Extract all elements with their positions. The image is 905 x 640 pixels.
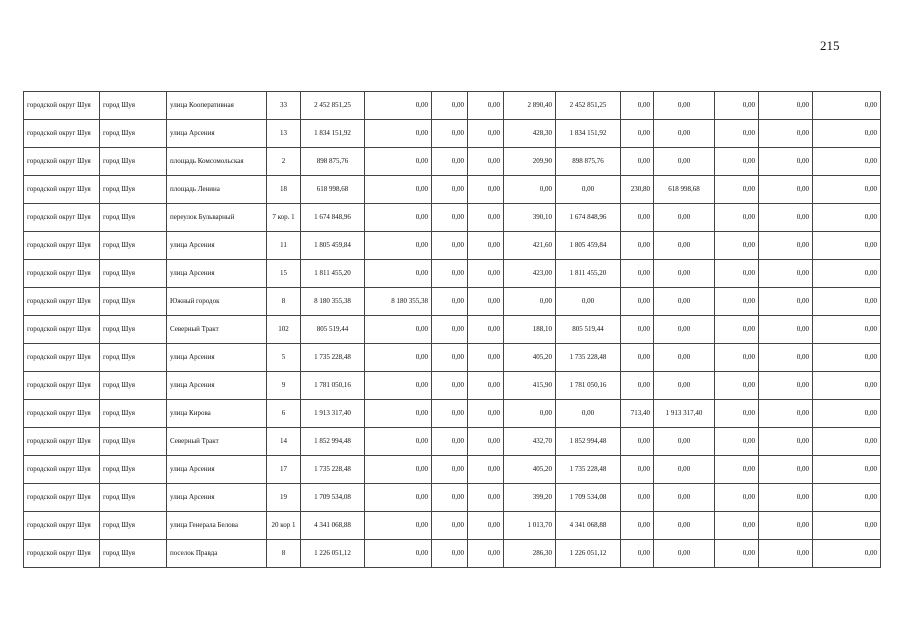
cost-col-8-cell: 0,00 [468,512,504,540]
cost-col-13-cell: 0,00 [715,176,759,204]
street-cell: улица Кооперативная [167,92,267,120]
house-number-cell: 19 [267,484,301,512]
table-row [24,540,881,568]
cost-col-12-cell: 0,00 [654,316,715,344]
cost-col-7-cell: 0,00 [432,120,468,148]
table-row [24,316,881,344]
total-cost-cell: 8 180 355,38 [301,288,365,316]
area-col-9-cell: 0,00 [504,288,556,316]
municipality-cell: городской округ Шуя [24,512,100,540]
cost-col-15-cell: 0,00 [813,400,881,428]
cost-col-6-cell: 0,00 [365,260,432,288]
cost-col-15-cell: 0,00 [813,540,881,568]
total-cost-cell: 1 811 455,20 [301,260,365,288]
settlement-cell: город Шуя [100,484,167,512]
cost-col-6-cell: 0,00 [365,512,432,540]
cost-col-15-cell: 0,00 [813,92,881,120]
cost-col-15-cell: 0,00 [813,120,881,148]
cost-col-14-cell: 0,00 [759,232,813,260]
table-row [24,176,881,204]
table-row [24,204,881,232]
cost-col-10-cell: 1 805 459,84 [556,232,621,260]
area-col-9-cell: 0,00 [504,176,556,204]
cost-col-12-cell: 1 913 317,40 [654,400,715,428]
cost-col-7-cell: 0,00 [432,344,468,372]
cost-col-7-cell: 0,00 [432,400,468,428]
cost-col-12-cell: 0,00 [654,204,715,232]
area-col-11-cell: 0,00 [621,260,654,288]
cost-col-12-cell: 618 998,68 [654,176,715,204]
street-cell: улица Арсения [167,372,267,400]
settlement-cell: город Шуя [100,456,167,484]
cost-col-8-cell: 0,00 [468,260,504,288]
cost-col-13-cell: 0,00 [715,344,759,372]
cost-col-6-cell: 0,00 [365,540,432,568]
street-cell: улица Арсения [167,260,267,288]
table-row [24,484,881,512]
total-cost-cell: 1 226 051,12 [301,540,365,568]
cost-col-13-cell: 0,00 [715,484,759,512]
cost-col-14-cell: 0,00 [759,316,813,344]
area-col-11-cell: 0,00 [621,288,654,316]
settlement-cell: город Шуя [100,148,167,176]
area-col-11-cell: 0,00 [621,92,654,120]
cost-col-13-cell: 0,00 [715,400,759,428]
cost-col-10-cell: 0,00 [556,400,621,428]
cost-col-13-cell: 0,00 [715,288,759,316]
total-cost-cell: 898 875,76 [301,148,365,176]
total-cost-cell: 1 834 151,92 [301,120,365,148]
municipality-cell: городской округ Шуя [24,120,100,148]
cost-col-8-cell: 0,00 [468,232,504,260]
cost-col-7-cell: 0,00 [432,512,468,540]
cost-col-13-cell: 0,00 [715,512,759,540]
house-number-cell: 5 [267,344,301,372]
cost-col-13-cell: 0,00 [715,428,759,456]
capital-repair-table [23,91,881,568]
cost-col-7-cell: 0,00 [432,204,468,232]
area-col-9-cell: 432,70 [504,428,556,456]
settlement-cell: город Шуя [100,260,167,288]
total-cost-cell: 1 709 534,08 [301,484,365,512]
cost-col-7-cell: 0,00 [432,232,468,260]
house-number-cell: 18 [267,176,301,204]
street-cell: улица Арсения [167,484,267,512]
municipality-cell: городской округ Шуя [24,400,100,428]
total-cost-cell: 1 735 228,48 [301,456,365,484]
street-cell: улица Генерала Белова [167,512,267,540]
table-row [24,344,881,372]
cost-col-12-cell: 0,00 [654,232,715,260]
cost-col-12-cell: 0,00 [654,288,715,316]
cost-col-6-cell: 0,00 [365,120,432,148]
street-cell: площадь Комсомольская [167,148,267,176]
total-cost-cell: 1 735 228,48 [301,344,365,372]
cost-col-14-cell: 0,00 [759,288,813,316]
municipality-cell: городской округ Шуя [24,344,100,372]
cost-col-7-cell: 0,00 [432,148,468,176]
cost-col-13-cell: 0,00 [715,456,759,484]
cost-col-12-cell: 0,00 [654,512,715,540]
cost-col-6-cell: 0,00 [365,204,432,232]
cost-col-13-cell: 0,00 [715,92,759,120]
house-number-cell: 33 [267,92,301,120]
cost-col-6-cell: 0,00 [365,456,432,484]
table-row [24,512,881,540]
cost-col-13-cell: 0,00 [715,372,759,400]
settlement-cell: город Шуя [100,316,167,344]
area-col-9-cell: 423,00 [504,260,556,288]
cost-col-14-cell: 0,00 [759,344,813,372]
settlement-cell: город Шуя [100,400,167,428]
area-col-9-cell: 428,30 [504,120,556,148]
cost-col-10-cell: 1 781 050,16 [556,372,621,400]
cost-col-7-cell: 0,00 [432,540,468,568]
cost-col-12-cell: 0,00 [654,456,715,484]
municipality-cell: городской округ Шуя [24,92,100,120]
house-number-cell: 8 [267,540,301,568]
table-row [24,120,881,148]
cost-col-6-cell: 0,00 [365,484,432,512]
cost-col-12-cell: 0,00 [654,260,715,288]
area-col-9-cell: 0,00 [504,400,556,428]
cost-col-14-cell: 0,00 [759,120,813,148]
cost-col-8-cell: 0,00 [468,288,504,316]
cost-col-10-cell: 805 519,44 [556,316,621,344]
cost-col-12-cell: 0,00 [654,120,715,148]
total-cost-cell: 1 674 848,96 [301,204,365,232]
area-col-9-cell: 399,20 [504,484,556,512]
cost-col-8-cell: 0,00 [468,92,504,120]
cost-col-6-cell: 0,00 [365,92,432,120]
cost-col-8-cell: 0,00 [468,540,504,568]
total-cost-cell: 805 519,44 [301,316,365,344]
house-number-cell: 14 [267,428,301,456]
cost-col-8-cell: 0,00 [468,176,504,204]
table-row [24,260,881,288]
cost-col-14-cell: 0,00 [759,148,813,176]
cost-col-10-cell: 4 341 068,88 [556,512,621,540]
cost-col-10-cell: 2 452 851,25 [556,92,621,120]
cost-col-15-cell: 0,00 [813,484,881,512]
municipality-cell: городской округ Шуя [24,288,100,316]
settlement-cell: город Шуя [100,372,167,400]
cost-col-14-cell: 0,00 [759,540,813,568]
area-col-11-cell: 0,00 [621,316,654,344]
cost-col-6-cell: 0,00 [365,428,432,456]
area-col-9-cell: 1 013,70 [504,512,556,540]
settlement-cell: город Шуя [100,512,167,540]
settlement-cell: город Шуя [100,92,167,120]
municipality-cell: городской округ Шуя [24,316,100,344]
cost-col-8-cell: 0,00 [468,456,504,484]
house-number-cell: 20 кор 1 [267,512,301,540]
municipality-cell: городской округ Шуя [24,456,100,484]
cost-col-15-cell: 0,00 [813,344,881,372]
cost-col-7-cell: 0,00 [432,92,468,120]
cost-col-13-cell: 0,00 [715,120,759,148]
settlement-cell: город Шуя [100,428,167,456]
cost-col-8-cell: 0,00 [468,484,504,512]
area-col-11-cell: 0,00 [621,372,654,400]
house-number-cell: 2 [267,148,301,176]
cost-col-8-cell: 0,00 [468,372,504,400]
cost-col-15-cell: 0,00 [813,456,881,484]
cost-col-10-cell: 1 852 994,48 [556,428,621,456]
street-cell: улица Арсения [167,120,267,148]
table-row [24,92,881,120]
street-cell: улица Кирова [167,400,267,428]
table-row [24,456,881,484]
settlement-cell: город Шуя [100,176,167,204]
house-number-cell: 6 [267,400,301,428]
cost-col-8-cell: 0,00 [468,204,504,232]
municipality-cell: городской округ Шуя [24,260,100,288]
area-col-11-cell: 0,00 [621,456,654,484]
cost-col-6-cell: 0,00 [365,372,432,400]
cost-col-15-cell: 0,00 [813,260,881,288]
street-cell: площадь Ленина [167,176,267,204]
area-col-11-cell: 0,00 [621,148,654,176]
municipality-cell: городской округ Шуя [24,176,100,204]
cost-col-15-cell: 0,00 [813,204,881,232]
area-col-9-cell: 188,10 [504,316,556,344]
cost-col-12-cell: 0,00 [654,540,715,568]
cost-col-6-cell: 0,00 [365,148,432,176]
street-cell: Северный Тракт [167,316,267,344]
cost-col-15-cell: 0,00 [813,512,881,540]
settlement-cell: город Шуя [100,540,167,568]
street-cell: Северный Тракт [167,428,267,456]
municipality-cell: городской округ Шуя [24,148,100,176]
total-cost-cell: 1 805 459,84 [301,232,365,260]
cost-col-6-cell: 0,00 [365,344,432,372]
cost-col-13-cell: 0,00 [715,204,759,232]
cost-col-7-cell: 0,00 [432,260,468,288]
table-row [24,400,881,428]
house-number-cell: 11 [267,232,301,260]
street-cell: Южный городок [167,288,267,316]
municipality-cell: городской округ Шуя [24,484,100,512]
settlement-cell: город Шуя [100,120,167,148]
total-cost-cell: 2 452 851,25 [301,92,365,120]
cost-col-14-cell: 0,00 [759,176,813,204]
cost-col-6-cell: 0,00 [365,176,432,204]
area-col-11-cell: 0,00 [621,344,654,372]
cost-col-15-cell: 0,00 [813,148,881,176]
cost-col-10-cell: 1 834 151,92 [556,120,621,148]
area-col-11-cell: 0,00 [621,540,654,568]
area-col-11-cell: 0,00 [621,232,654,260]
cost-col-15-cell: 0,00 [813,176,881,204]
cost-col-7-cell: 0,00 [432,428,468,456]
table-row [24,288,881,316]
cost-col-14-cell: 0,00 [759,372,813,400]
area-col-9-cell: 421,60 [504,232,556,260]
table-row [24,148,881,176]
street-cell: улица Арсения [167,344,267,372]
total-cost-cell: 1 852 994,48 [301,428,365,456]
house-number-cell: 102 [267,316,301,344]
cost-col-14-cell: 0,00 [759,456,813,484]
table-row [24,372,881,400]
cost-col-6-cell: 0,00 [365,316,432,344]
cost-col-8-cell: 0,00 [468,120,504,148]
area-col-9-cell: 405,20 [504,344,556,372]
cost-col-14-cell: 0,00 [759,204,813,232]
cost-col-14-cell: 0,00 [759,260,813,288]
area-col-11-cell: 230,80 [621,176,654,204]
area-col-9-cell: 209,90 [504,148,556,176]
area-col-11-cell: 0,00 [621,204,654,232]
cost-col-10-cell: 1 811 455,20 [556,260,621,288]
house-number-cell: 17 [267,456,301,484]
area-col-9-cell: 2 890,40 [504,92,556,120]
cost-col-10-cell: 0,00 [556,176,621,204]
cost-col-15-cell: 0,00 [813,372,881,400]
municipality-cell: городской округ Шуя [24,232,100,260]
cost-col-13-cell: 0,00 [715,232,759,260]
cost-col-14-cell: 0,00 [759,512,813,540]
total-cost-cell: 4 341 068,88 [301,512,365,540]
municipality-cell: городской округ Шуя [24,540,100,568]
house-number-cell: 8 [267,288,301,316]
total-cost-cell: 1 781 050,16 [301,372,365,400]
cost-col-8-cell: 0,00 [468,316,504,344]
street-cell: улица Арсения [167,456,267,484]
cost-col-8-cell: 0,00 [468,400,504,428]
cost-col-14-cell: 0,00 [759,484,813,512]
cost-col-10-cell: 0,00 [556,288,621,316]
cost-col-12-cell: 0,00 [654,148,715,176]
settlement-cell: город Шуя [100,232,167,260]
cost-col-13-cell: 0,00 [715,260,759,288]
cost-col-8-cell: 0,00 [468,428,504,456]
cost-col-7-cell: 0,00 [432,176,468,204]
cost-col-6-cell: 8 180 355,38 [365,288,432,316]
page-number: 215 [820,38,840,53]
cost-col-12-cell: 0,00 [654,344,715,372]
settlement-cell: город Шуя [100,204,167,232]
cost-col-15-cell: 0,00 [813,316,881,344]
cost-col-13-cell: 0,00 [715,148,759,176]
cost-col-12-cell: 0,00 [654,428,715,456]
total-cost-cell: 618 998,68 [301,176,365,204]
cost-col-12-cell: 0,00 [654,92,715,120]
municipality-cell: городской округ Шуя [24,204,100,232]
house-number-cell: 13 [267,120,301,148]
cost-col-7-cell: 0,00 [432,372,468,400]
area-col-11-cell: 0,00 [621,428,654,456]
cost-col-10-cell: 1 226 051,12 [556,540,621,568]
cost-col-10-cell: 1 709 534,08 [556,484,621,512]
cost-col-10-cell: 1 735 228,48 [556,456,621,484]
municipality-cell: городской округ Шуя [24,372,100,400]
cost-col-8-cell: 0,00 [468,148,504,176]
house-number-cell: 7 кор. 1 [267,204,301,232]
table-row [24,428,881,456]
cost-col-6-cell: 0,00 [365,232,432,260]
cost-col-6-cell: 0,00 [365,400,432,428]
house-number-cell: 15 [267,260,301,288]
cost-col-10-cell: 898 875,76 [556,148,621,176]
cost-col-12-cell: 0,00 [654,484,715,512]
cost-col-7-cell: 0,00 [432,316,468,344]
area-col-11-cell: 713,40 [621,400,654,428]
cost-col-15-cell: 0,00 [813,288,881,316]
area-col-11-cell: 0,00 [621,484,654,512]
cost-col-8-cell: 0,00 [468,344,504,372]
cost-col-7-cell: 0,00 [432,484,468,512]
total-cost-cell: 1 913 317,40 [301,400,365,428]
cost-col-12-cell: 0,00 [654,372,715,400]
cost-col-7-cell: 0,00 [432,288,468,316]
settlement-cell: город Шуя [100,344,167,372]
street-cell: улица Арсения [167,232,267,260]
area-col-9-cell: 415,90 [504,372,556,400]
cost-col-10-cell: 1 674 848,96 [556,204,621,232]
area-col-9-cell: 405,20 [504,456,556,484]
cost-col-15-cell: 0,00 [813,428,881,456]
area-col-11-cell: 0,00 [621,512,654,540]
cost-col-14-cell: 0,00 [759,92,813,120]
municipality-cell: городской округ Шуя [24,428,100,456]
area-col-9-cell: 286,30 [504,540,556,568]
cost-col-15-cell: 0,00 [813,232,881,260]
cost-col-10-cell: 1 735 228,48 [556,344,621,372]
cost-col-14-cell: 0,00 [759,428,813,456]
cost-col-7-cell: 0,00 [432,456,468,484]
cost-col-13-cell: 0,00 [715,540,759,568]
cost-col-13-cell: 0,00 [715,316,759,344]
table-body [24,92,881,568]
area-col-9-cell: 390,10 [504,204,556,232]
cost-col-14-cell: 0,00 [759,400,813,428]
settlement-cell: город Шуя [100,288,167,316]
table-row [24,232,881,260]
area-col-11-cell: 0,00 [621,120,654,148]
street-cell: переулок Бульварный [167,204,267,232]
house-number-cell: 9 [267,372,301,400]
street-cell: поселок Правда [167,540,267,568]
